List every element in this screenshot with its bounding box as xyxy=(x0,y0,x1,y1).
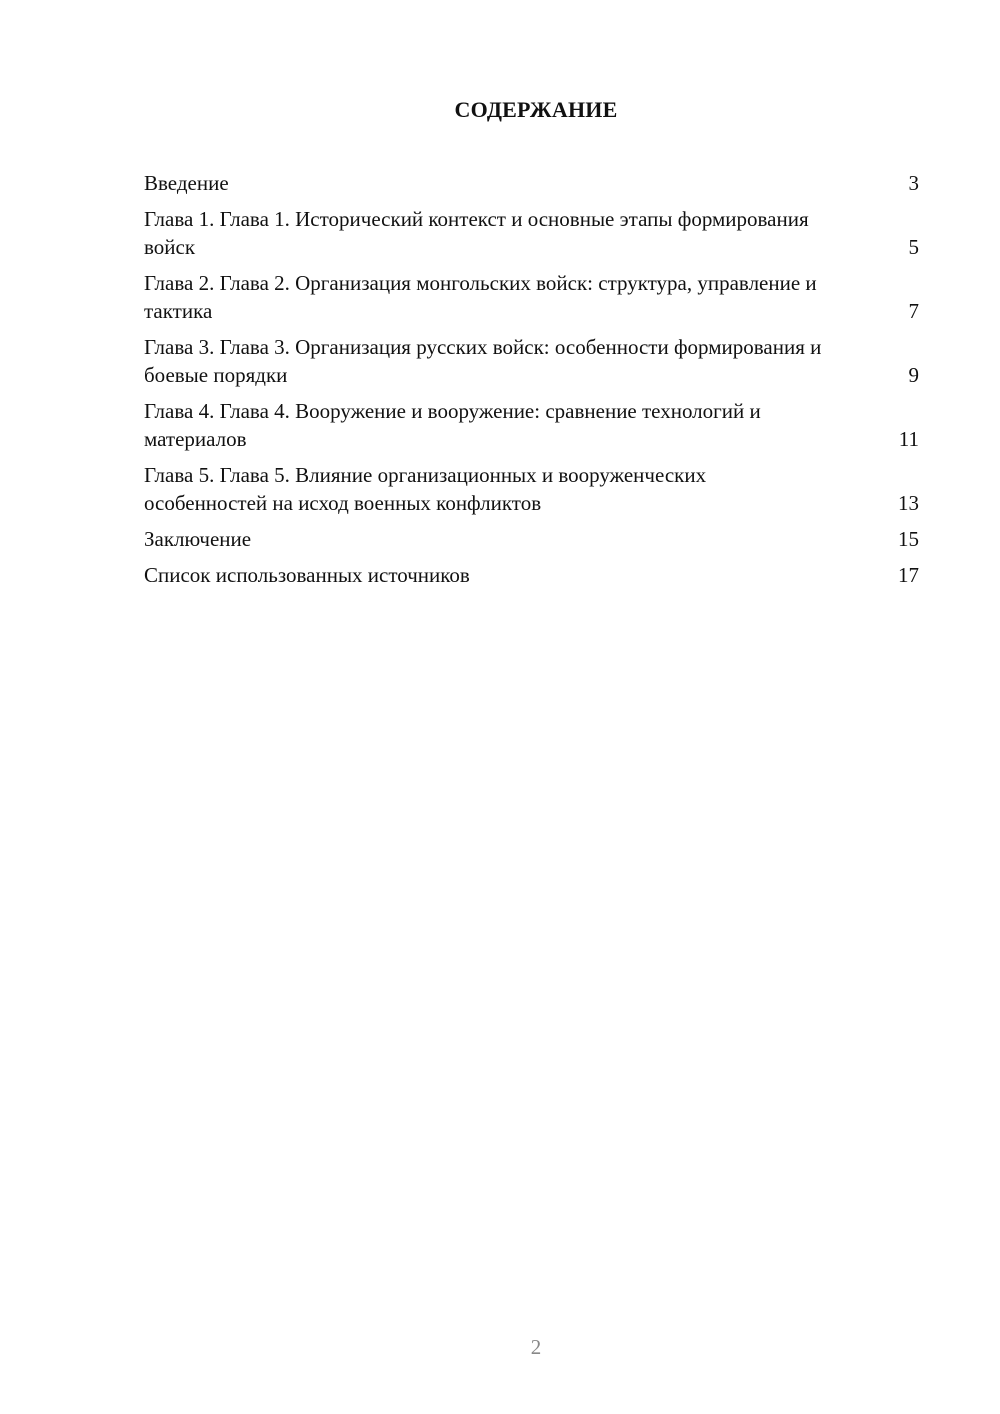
toc-entry-title: Введение xyxy=(144,171,229,195)
toc-entry-page-number: 17 xyxy=(898,563,919,587)
toc-entry-chapter-4[interactable] xyxy=(144,397,919,453)
toc-entry-page-number: 11 xyxy=(898,427,919,451)
toc-entry-title: Список использованных источников xyxy=(144,563,470,587)
toc-entry-title: Глава 3. Глава 3. Организация русских войск: особенности формирования и боевые порядки xyxy=(144,335,822,387)
page-number: 2 xyxy=(530,1335,542,1359)
toc-heading: СОДЕРЖАНИЕ xyxy=(454,97,618,122)
toc-entry-page-number: 15 xyxy=(898,527,919,551)
toc-entry-title: Глава 5. Глава 5. Влияние организационных и вооруженческих особенностей на исход военных конфликтов xyxy=(144,463,707,515)
toc-entry-page-number: 9 xyxy=(908,363,919,387)
toc-entry-title: Глава 1. Глава 1. Исторический контекст и основные этапы формирования войск xyxy=(144,207,809,259)
toc-entry-chapter-1[interactable] xyxy=(144,205,919,261)
toc-entry-title: Заключение xyxy=(144,527,252,551)
toc-entry-page-number: 5 xyxy=(908,235,919,259)
toc-entry-chapter-3[interactable] xyxy=(144,333,919,389)
toc-entry-chapter-2[interactable] xyxy=(144,269,919,325)
table-of-contents xyxy=(144,169,919,597)
toc-entry-introduction[interactable] xyxy=(144,169,919,197)
toc-entry-chapter-5[interactable] xyxy=(144,461,919,517)
toc-entry-page-number: 3 xyxy=(908,171,919,195)
toc-entry-page-number: 7 xyxy=(908,299,919,323)
toc-entry-references[interactable] xyxy=(144,561,919,589)
toc-entry-title: Глава 2. Глава 2. Организация монгольских войск: структура, управление и тактика xyxy=(144,271,817,323)
toc-entry-page-number: 13 xyxy=(898,491,919,515)
toc-entry-title: Глава 4. Глава 4. Вооружение и вооружение: сравнение технологий и материалов xyxy=(144,399,761,451)
toc-entry-conclusion[interactable] xyxy=(144,525,919,553)
